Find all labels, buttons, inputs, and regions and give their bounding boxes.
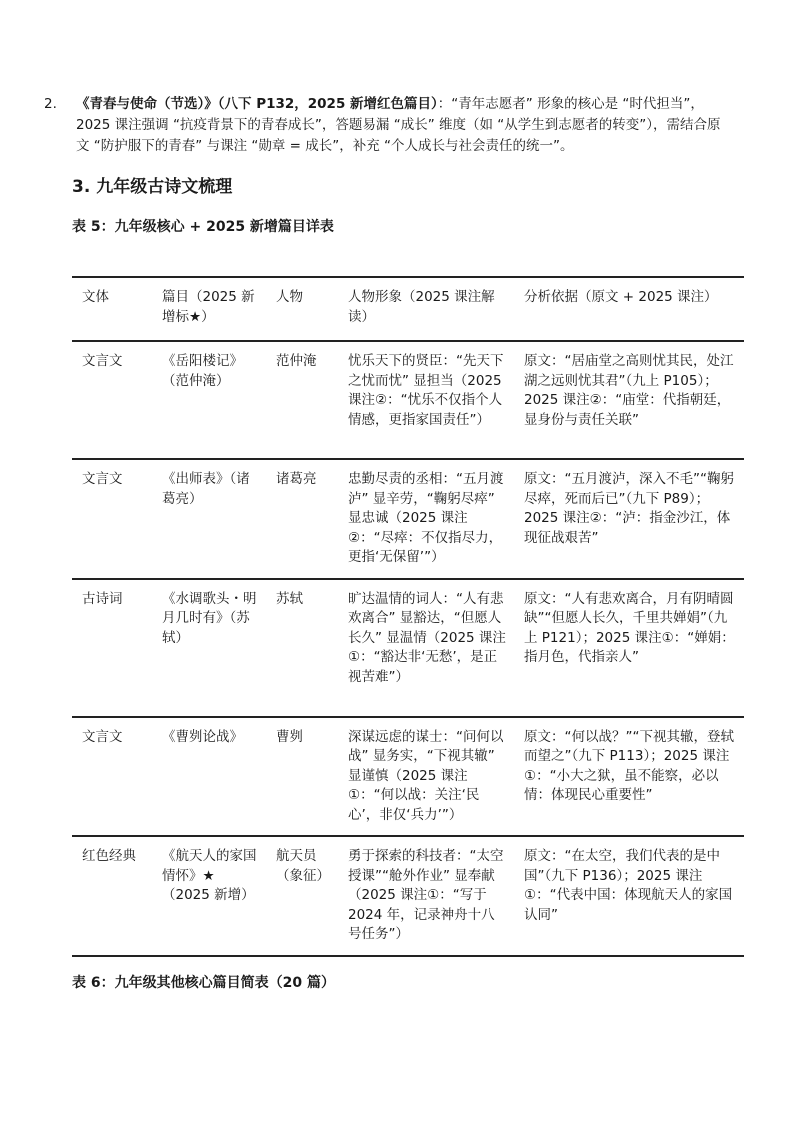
header-genre: 文体 <box>82 289 109 305</box>
cell-person: 曹刿 <box>276 728 303 745</box>
cell-title: 《曹刿论战》 <box>162 728 243 745</box>
cell-title: 《出师表》（诸葛亮） <box>162 471 250 507</box>
item-title: 《青春与使命（节选）》（八下 P132，2025 新增红色篇目） <box>76 96 438 112</box>
cell-person: 诸葛亮 <box>276 471 317 487</box>
cell-genre: 文言文 <box>82 353 123 369</box>
cell-genre: 红色经典 <box>82 848 136 864</box>
table-row <box>72 579 744 717</box>
cell-image: 勇于探索的科技者：“太空授课”“舱外作业” 显奉献（2025 课注①：“写于 2024 年，记录神舟十八号任务”） <box>348 848 504 942</box>
cell-image: 忧乐天下的贤臣：“先天下之忧而忧” 显担当（2025 课注②：“忧乐不仅指个人情感，更指家国责任”） <box>348 353 504 428</box>
cell-image: 深谋远虑的谋士：“问何以战” 显务实，“下视其辙” 显谨慎（2025 课注①：“何以战：关注‘民心’，非仅‘兵力’”） <box>348 728 504 823</box>
cell-title: 《航天人的家国情怀》★（2025 新增） <box>162 848 257 903</box>
cell-basis: 原文：“人有悲欢离合，月有阴晴圆缺”“但愿人长久，千里共婵娟”（九上 P121）；2025 课注①：“婵娟：指月色，代指亲人” <box>524 590 735 665</box>
section-heading: 3. 九年级古诗文梳理 <box>72 177 233 197</box>
header-basis: 分析依据（原文 + 2025 课注） <box>524 289 718 305</box>
cell-image: 旷达温情的词人：“人有悲欢离合” 显豁达，“但愿人长久” 显温情（2025 课注①：“豁达非‘无愁’，是正视苦难”） <box>348 590 506 685</box>
table-5 <box>72 276 744 957</box>
cell-basis: 原文：“五月渡泸，深入不毛”“鞠躬尽瘁，死而后已”（九下 P89）；2025 课注②：“泸：指金沙江，体现征战艰苦” <box>524 471 734 546</box>
cell-basis: 原文：“在太空，我们代表的是中国”（九下 P136）；2025 课注①：“代表中国：体现航天人的家国认同” <box>524 848 733 923</box>
cell-genre: 文言文 <box>82 471 123 487</box>
cell-person: 苏轼 <box>276 590 303 607</box>
table-6-caption: 表 6：九年级其他核心篇目简表（20 篇） <box>72 975 335 991</box>
table-5-caption: 表 5：九年级核心 + 2025 新增篇目详表 <box>72 219 334 235</box>
list-item-body <box>76 94 734 157</box>
cell-basis: 原文：“何以战？”“下视其辙，登轼而望之”（九下 P113）；2025 课注①：“小大之狱，虽不能察，必以情：体现民心重要性” <box>524 728 734 803</box>
header-image: 人物形象（2025 课注解读） <box>348 289 495 325</box>
cell-genre: 古诗词 <box>82 590 123 607</box>
cell-image: 忠勤尽责的丞相：“五月渡泸” 显辛劳，“鞠躬尽瘁” 显忠诚（2025 课注②：“尽瘁：不仅指尽力，更指‘无保留’”） <box>348 471 504 565</box>
cell-title: 《岳阳楼记》（范仲淹） <box>162 353 243 389</box>
table-row <box>72 836 744 956</box>
header-person: 人物 <box>276 289 303 305</box>
table-row <box>72 717 744 837</box>
cell-basis: 原文：“居庙堂之高则忧其民，处江湖之远则忧其君”（九上 P105）；2025 课注②：“庙堂：代指朝廷，显身份与责任关联” <box>524 353 734 428</box>
table-row <box>72 459 744 579</box>
item-text: ：“青年志愿者” 形象的核心是 “时代担当”，2025 课注强调 “抗疫背景下的青春成长”，答题易漏 “成长” 维度（如 “从学生到志愿者的转变”），需结合原文 “防护服下的青春” 与课注 “勋章 = 成长”，补充 “个人成长与社会责任的统一”。 <box>76 96 721 154</box>
header-title: 篇目（2025 新增标★） <box>162 289 255 325</box>
table-row <box>72 341 744 459</box>
cell-genre: 文言文 <box>82 728 123 745</box>
list-number: 2. <box>44 96 57 112</box>
cell-person: 航天员（象征） <box>276 848 330 884</box>
cell-person: 范仲淹 <box>276 353 317 369</box>
table-header-row <box>72 277 744 341</box>
cell-title: 《水调歌头・明月几时有》（苏轼） <box>162 590 257 646</box>
list-item-2 <box>44 94 734 157</box>
